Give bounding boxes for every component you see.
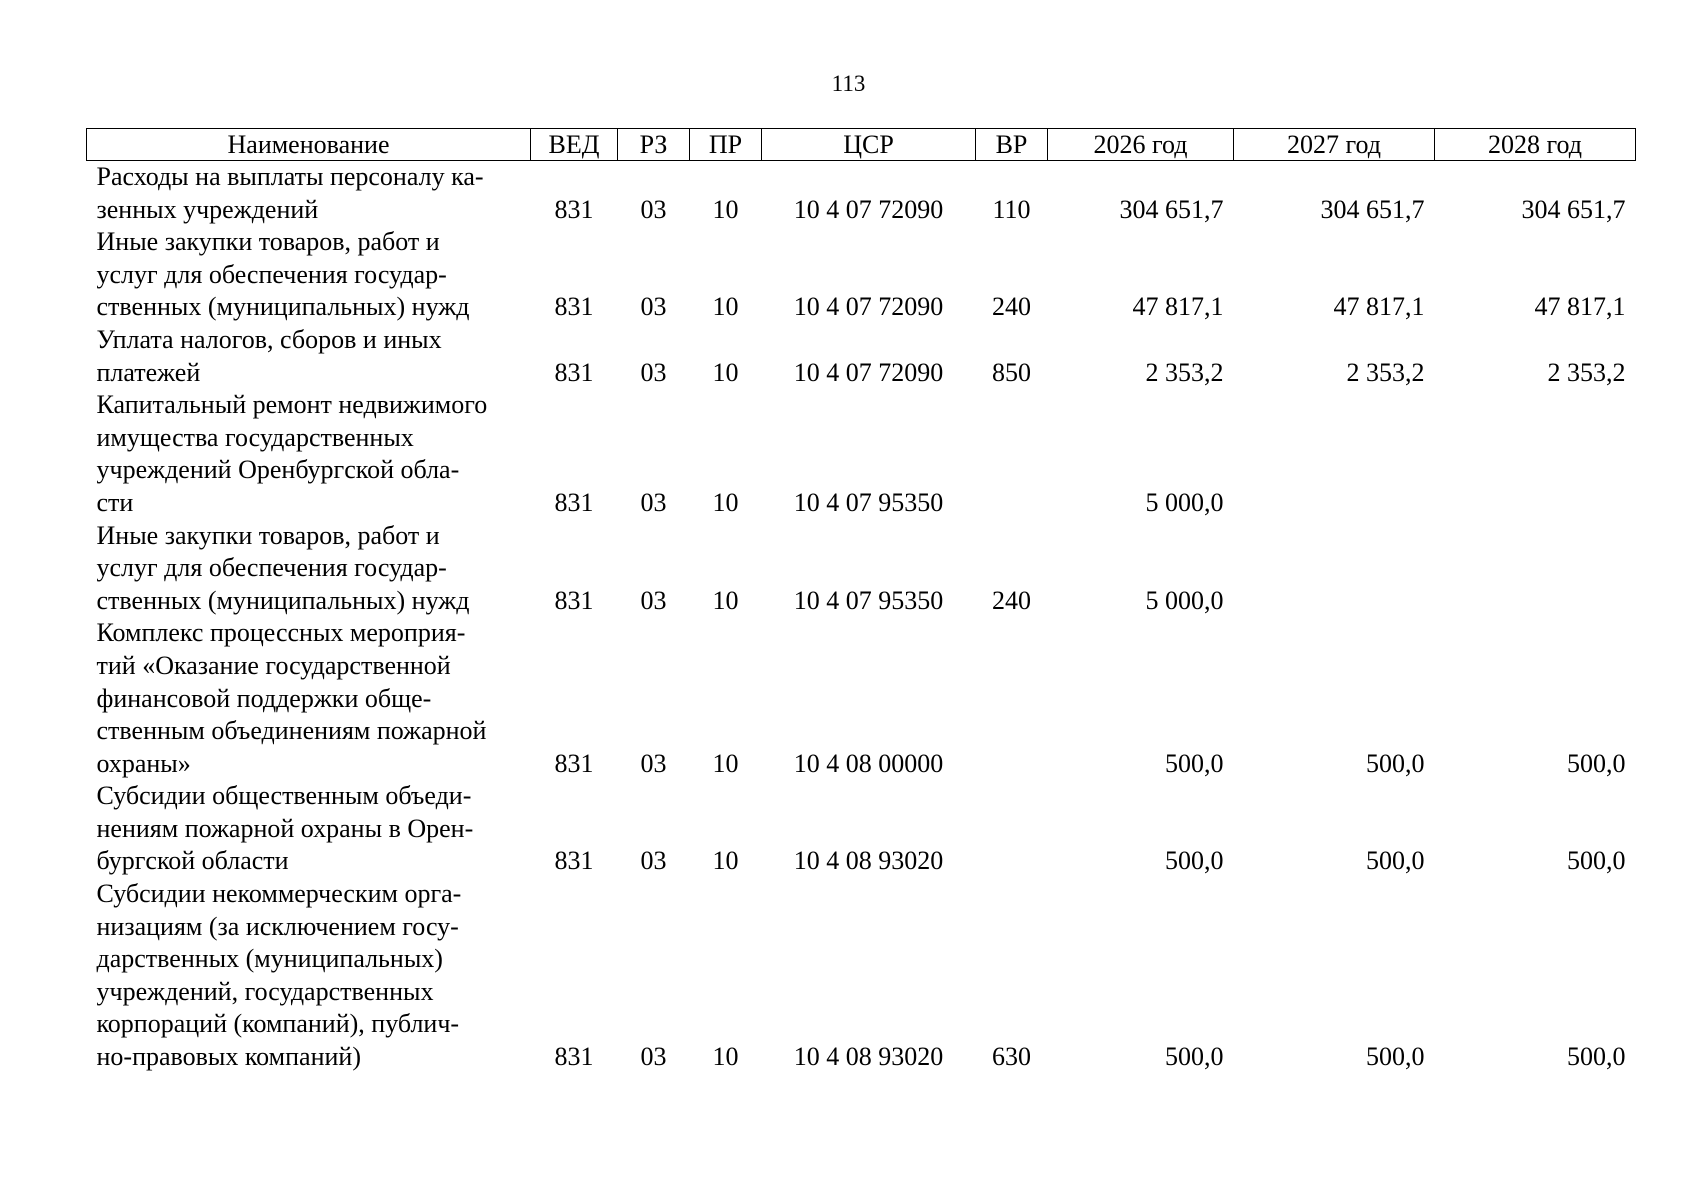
header-vr: ВР [976,129,1048,161]
row-2027 [1234,389,1435,519]
row-ved: 831 [554,487,594,517]
header-ved: ВЕД [531,129,618,161]
row-name: Субсидии общественным объеди- нениям пожарной охраны в Орен- бургской области [96,781,474,876]
row-ved: 831 [554,1042,594,1072]
header-2026: 2026 год [1048,129,1234,161]
row-rz: 03 [640,846,667,876]
row-vr: 240 [992,292,1031,322]
table-row [87,324,1636,389]
row-2026: 500,0 [1165,1042,1224,1072]
row-2027 [1234,520,1435,618]
row-pr: 10 [712,194,739,224]
row-csr: 10 4 07 95350 [793,487,944,517]
row-2027: 47 817,1 [1333,292,1425,322]
row-name: Иные закупки товаров, работ и услуг для обеспечения государ- ственных (муниципальных) нужд [96,520,470,615]
header-row [87,129,1636,161]
row-name: Комплекс процессных мероприя- тий «Оказание государственной финансовой поддержки обще- ственным объединениям пожарной охраны» [96,618,487,778]
row-ved: 831 [554,357,594,387]
row-pr: 10 [712,292,739,322]
row-2028: 500,0 [1567,846,1626,876]
row-ved: 831 [554,748,594,778]
row-pr: 10 [712,487,739,517]
row-ved: 831 [554,292,594,322]
row-pr: 10 [712,585,739,615]
table-row [87,226,1636,324]
row-rz: 03 [640,194,667,224]
table-header [87,129,1636,161]
row-name: Уплата налогов, сборов и иных платежей [96,324,442,387]
row-2026: 5 000,0 [1145,487,1224,517]
row-rz: 03 [640,1042,667,1072]
row-vr: 240 [992,585,1031,615]
row-2028: 47 817,1 [1534,292,1626,322]
row-vr: 630 [992,1042,1031,1072]
row-2028: 500,0 [1567,748,1626,778]
row-vr: 110 [992,194,1031,224]
row-vr [976,780,1048,878]
table-row [87,617,1636,780]
row-2027: 2 353,2 [1346,357,1425,387]
row-vr: 850 [992,357,1031,387]
table-row [87,520,1636,618]
header-name: Наименование [87,129,531,161]
row-2028: 2 353,2 [1547,357,1626,387]
table-row [87,389,1636,519]
row-2026: 500,0 [1165,846,1224,876]
row-pr: 10 [712,357,739,387]
row-2027: 500,0 [1366,1042,1425,1072]
table-body [87,161,1636,1074]
header-2027: 2027 год [1234,129,1435,161]
row-csr: 10 4 07 72090 [793,357,944,387]
row-pr: 10 [712,846,739,876]
row-2026: 304 651,7 [1119,194,1224,224]
row-csr: 10 4 07 95350 [793,585,944,615]
row-csr: 10 4 07 72090 [793,194,944,224]
row-csr: 10 4 08 93020 [793,1042,944,1072]
row-2028 [1435,520,1636,618]
row-rz: 03 [640,357,667,387]
row-ved: 831 [554,585,594,615]
row-rz: 03 [640,292,667,322]
row-ved: 831 [554,846,594,876]
table-row [87,161,1636,227]
row-pr: 10 [712,1042,739,1072]
row-name: Иные закупки товаров, работ и услуг для обеспечения государ- ственных (муниципальных) нужд [96,227,470,322]
row-rz: 03 [640,585,667,615]
table-row [87,878,1636,1074]
row-2027: 500,0 [1366,748,1425,778]
row-2026: 2 353,2 [1145,357,1224,387]
header-rz: РЗ [618,129,690,161]
header-2028: 2028 год [1435,129,1636,161]
row-vr [976,617,1048,780]
row-2028 [1435,389,1636,519]
row-2026: 47 817,1 [1132,292,1224,322]
row-csr: 10 4 08 93020 [793,846,944,876]
row-pr: 10 [712,748,739,778]
row-2027: 304 651,7 [1320,194,1425,224]
budget-table [86,128,1636,1074]
row-name: Капитальный ремонт недвижимого имущества государственных учреждений Оренбургской обла- сти [96,390,488,517]
row-2026: 500,0 [1165,748,1224,778]
table-row [87,780,1636,878]
row-2026: 5 000,0 [1145,585,1224,615]
row-csr: 10 4 07 72090 [793,292,944,322]
row-name: Субсидии некоммерческим орга- низациям (за исключением госу- дарственных (муниципальных) учреждений, государственных корпораций (компаний), публич- но-правовых компаний) [96,879,462,1072]
row-2028: 304 651,7 [1521,194,1626,224]
row-ved: 831 [554,194,594,224]
header-csr: ЦСР [762,129,976,161]
row-csr: 10 4 08 00000 [793,748,944,778]
header-pr: ПР [690,129,762,161]
row-2028: 500,0 [1567,1042,1626,1072]
row-rz: 03 [640,748,667,778]
row-name: Расходы на выплаты персоналу ка- зенных учреждений [96,162,484,224]
row-rz: 03 [640,487,667,517]
row-vr [976,389,1048,519]
page-number: 113 [831,71,866,96]
row-2027: 500,0 [1366,846,1425,876]
